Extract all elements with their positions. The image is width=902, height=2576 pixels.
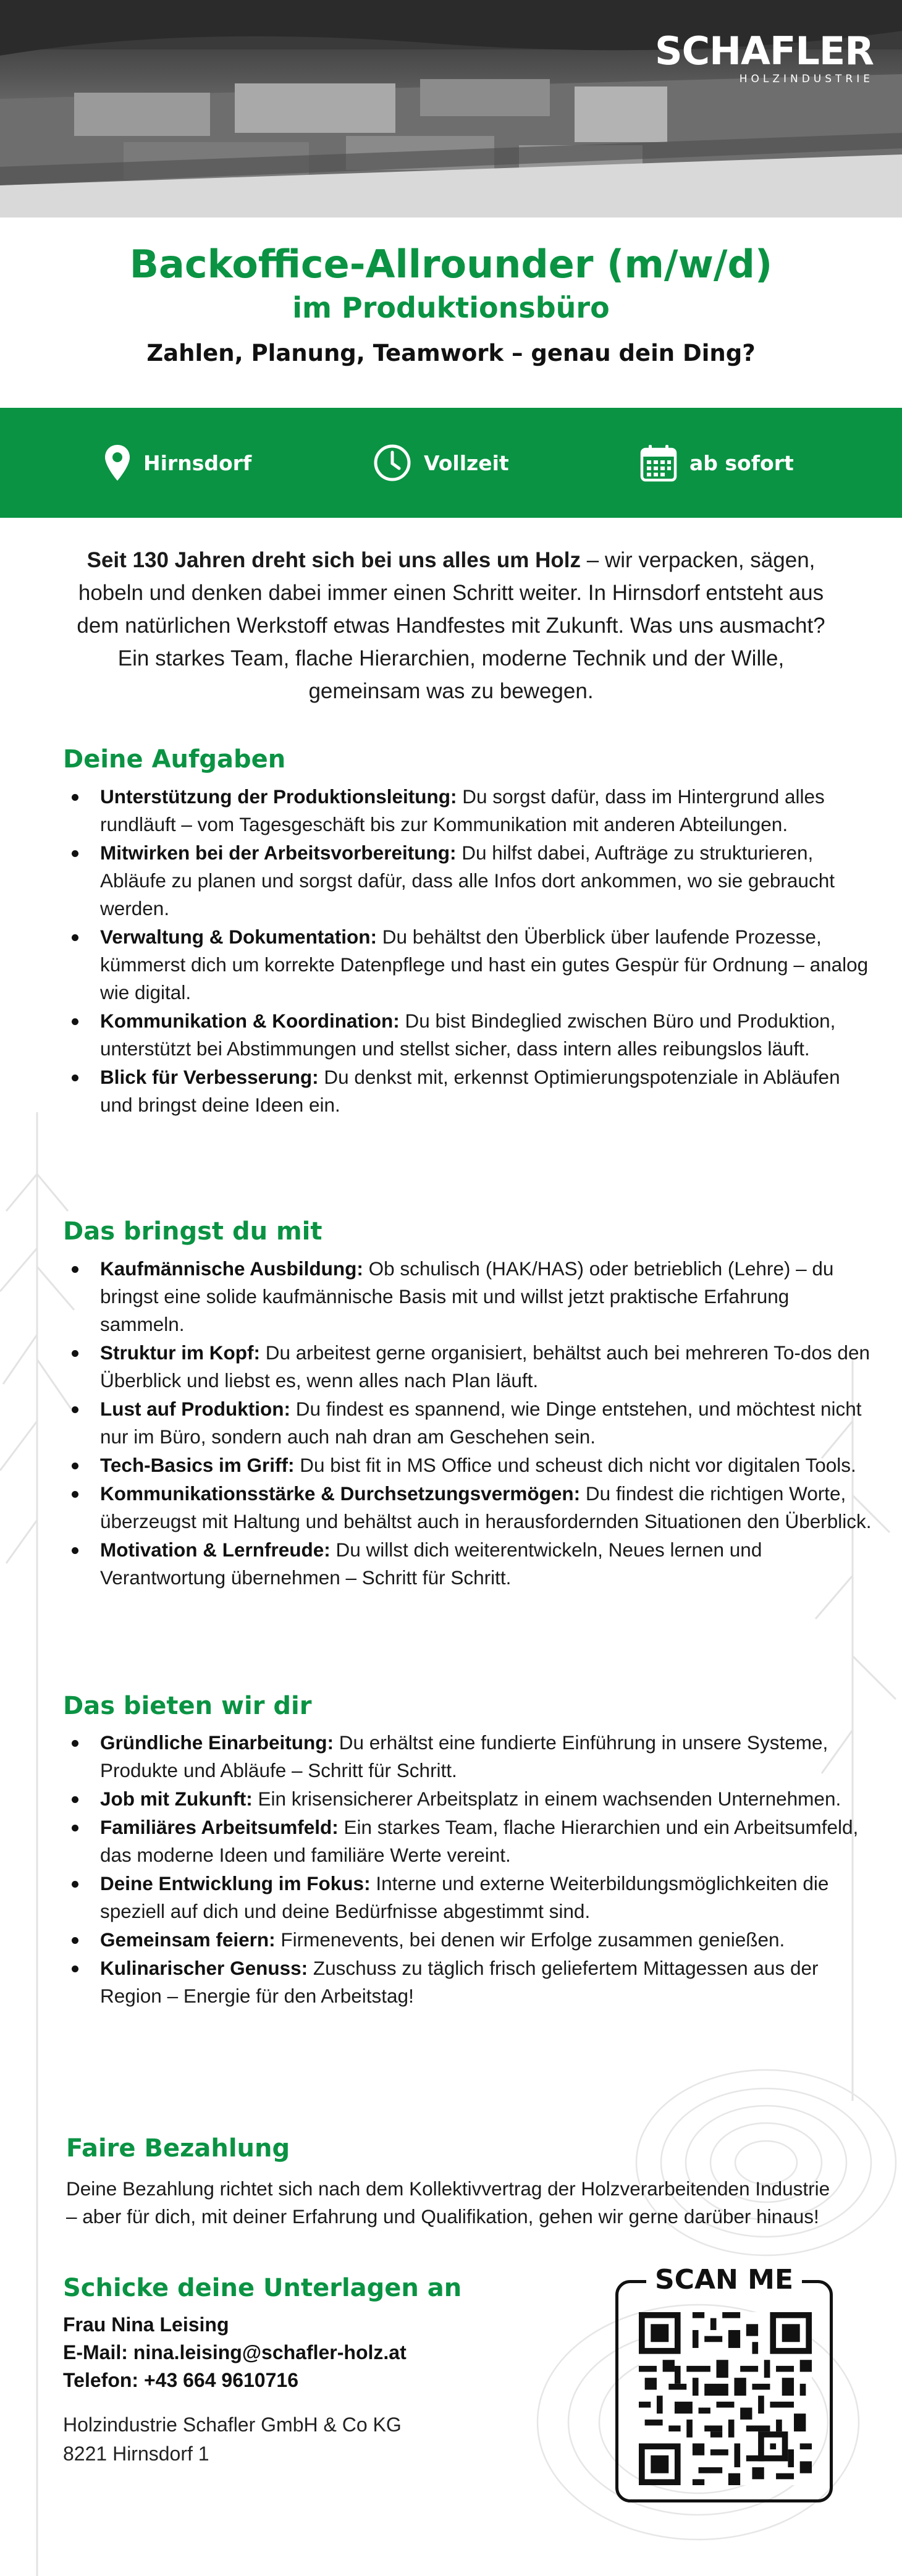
bezahlung-text: Deine Bezahlung richtet sich nach dem Kollektivvertrag der Holzverarbeitenden Industrie – aber für dich, mit deiner Erfahrung und Qualifikation, gehen wir gerne darüber hinaus! — [66, 2177, 830, 2228]
intro-paragraph — [62, 544, 840, 707]
list-item: Job mit Zukunft: Ein krisensicherer Arbeitsplatz in einem wachsenden Unternehmen. — [100, 1785, 872, 1813]
bieten-heading: Das bieten wir dir — [63, 1692, 312, 1720]
bieten-list — [63, 1729, 872, 2011]
company-address — [63, 2410, 557, 2468]
bezahlung-heading: Faire Bezahlung — [66, 2134, 290, 2163]
list-item: Struktur im Kopf: Du arbeitest gerne organisiert, behältst auch bei mehreren To-dos den Überblick und liebst es, wenn alles nach Plan läuft. — [100, 1339, 872, 1395]
contact-name: Frau Nina Leising — [63, 2313, 229, 2336]
qr-code-block[interactable] — [615, 2261, 838, 2509]
fact-start-label: ab sofort — [689, 450, 794, 475]
location-pin-icon — [104, 444, 131, 482]
list-item: Gemeinsam feiern: Firmenevents, bei denen wir Erfolge zusammen genießen. — [100, 1926, 872, 1954]
list-item: Tech-Basics im Griff: Du bist fit in MS Office und scheust dich nicht vor digitalen Tools. — [100, 1451, 872, 1479]
fact-start — [640, 444, 794, 482]
fact-location — [104, 444, 251, 482]
mitbringen-list — [63, 1255, 872, 1592]
header-photo — [0, 0, 902, 217]
list-item: Blick für Verbesserung: Du denkst mit, erkennst Optimierungspotenziale in Abläufen und bringst deine Ideen ein. — [100, 1063, 872, 1119]
list-item: Lust auf Produktion: Du findest es spannend, wie Dinge entstehen, und möchtest nicht nur im Büro, sondern auch nah dran am Geschehen sein. — [100, 1395, 872, 1451]
company-logo — [655, 28, 874, 85]
list-item: Verwaltung & Dokumentation: Du behältst den Überblick über laufende Prozesse, kümmerst dich um korrekte Datenpflege und hast ein gutes Gespür für Ordnung – analog wie digital. — [100, 923, 872, 1007]
list-item: Gründliche Einarbeitung: Du erhältst eine fundierte Einführung in unsere Systeme, Produkte und Abläufe – Schritt für Schritt. — [100, 1729, 872, 1784]
tagline: Zahlen, Planung, Teamwork – genau dein Ding? — [146, 340, 756, 366]
contact-email[interactable]: E-Mail: nina.leising@schafler-holz.at — [63, 2341, 407, 2363]
list-item: Kommunikationsstärke & Durchsetzungsvermögen: Du findest die richtigen Worte, überzeugst mit Haltung und behältst auch in herausfordernden Situationen den Überblick. — [100, 1480, 872, 1535]
logo-wordmark: SCHAFLER — [655, 28, 874, 74]
list-item: Deine Entwicklung im Fokus: Interne und externe Weiterbildungsmöglichkeiten die speziell auf dich und deine Bedürfnisse abgestimmt sind. — [100, 1870, 872, 1925]
job-title: Backoffice-Allrounder (m/w/d) — [129, 242, 773, 287]
aufgaben-list — [63, 783, 872, 1120]
calendar-icon — [640, 444, 677, 482]
facts-band — [0, 408, 902, 518]
fact-worktime — [373, 444, 509, 482]
list-item: Kulinarischer Genuss: Zuschuss zu täglich frisch geliefertem Mittagessen aus der Region – Energie für den Arbeitstag! — [100, 1954, 872, 2010]
logo-subtitle: HOLZINDUSTRIE — [739, 73, 874, 85]
company-street: 8221 Hirnsdorf 1 — [63, 2443, 209, 2465]
list-item: Kaufmännische Ausbildung: Ob schulisch (HAK/HAS) oder betrieblich (Lehre) – du bringst eine solide kaufmännische Basis mit und willst jetzt praktische Erfahrung sammeln. — [100, 1255, 872, 1338]
fact-location-label: Hirnsdorf — [143, 450, 252, 475]
intro-bold: Seit 130 Jahren dreht sich bei uns alles um Holz — [86, 548, 581, 572]
qr-code-icon[interactable] — [639, 2312, 812, 2485]
aufgaben-heading: Deine Aufgaben — [63, 745, 286, 774]
list-item: Motivation & Lernfreude: Du willst dich weiterentwickeln, Neues lernen und Verantwortung übernehmen – Schritt für Schritt. — [100, 1536, 872, 1592]
kontakt-heading: Schicke deine Unterlagen an — [63, 2274, 462, 2302]
list-item: Kommunikation & Koordination: Du bist Bindeglied zwischen Büro und Produktion, unterstützt bei Abstimmungen und stellst sicher, dass intern alles reibungslos läuft. — [100, 1007, 872, 1063]
clock-icon — [373, 444, 411, 482]
job-subtitle: im Produktionsbüro — [292, 291, 610, 324]
mitbringen-heading: Das bringst du mit — [63, 1217, 322, 1246]
list-item: Unterstützung der Produktionsleitung: Du sorgst dafür, dass im Hintergrund alles rundläuft – vom Tagesgeschäft bis zur Kommunikation mit anderen Abteilungen. — [100, 783, 872, 838]
contact-phone[interactable]: Telefon: +43 664 9610716 — [63, 2369, 298, 2391]
intro-text: – wir verpacken, sägen, hobeln und denken dabei immer einen Schritt weiter. In Hirnsdorf entsteht aus dem natürlichen Werkstoff etwas Handfestes mit Zukunft. Was uns ausmacht? Ein starkes Team, flache Hierarchien, moderne Technik und der Wille, gemeinsam was zu bewegen. — [77, 548, 825, 703]
list-item: Familiäres Arbeitsumfeld: Ein starkes Team, flache Hierarchien und ein Arbeitsumfeld, das moderne Ideen und familiäre Werte vereint. — [100, 1814, 872, 1869]
company-name: Holzindustrie Schafler GmbH & Co KG — [63, 2413, 402, 2436]
contact-block — [63, 2311, 557, 2468]
list-item: Mitwirken bei der Arbeitsvorbereitung: Du hilfst dabei, Aufträge zu strukturieren, Abläufe zu planen und sorgst dafür, dass alle Infos dort ankommen, wo sie gebraucht werden. — [100, 839, 872, 923]
scan-me-label: SCAN ME — [646, 2261, 802, 2299]
fact-worktime-label: Vollzeit — [424, 450, 509, 475]
